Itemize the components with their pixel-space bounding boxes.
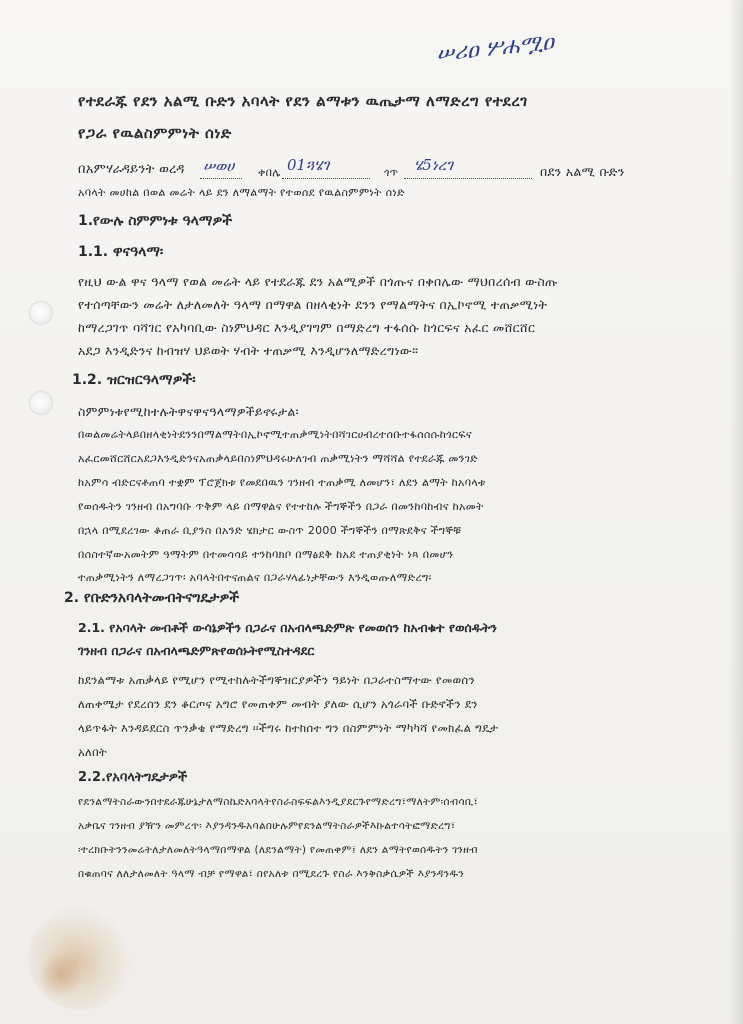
section2-2-line: ፡ተረክቡትንንመሬትለታለመለትዓላማበማዋል (ለደንልማት) የመጠቀም፤ ለደን ልማትየወሰዱትን ገንዘብ: [78, 844, 478, 856]
section2-1-line: አለበት: [78, 745, 108, 759]
section2-1-line: ከደንልማቱ አጠቃላይ የሚሆን የሚተከሉትችግኞዝርያዎችን ዓይነት በጋራተስማተው የመወሰን: [78, 673, 475, 687]
intro-suffix: በደን አልሚ ቡድን: [540, 164, 625, 179]
section1-2-line: በወልመሬትላይበዘላቂነትደንንበማልማትበኢኮኖሚተጠቃሚነትበሻገርሀብረተሰቡተፋሰሰሱከጎርፍና: [78, 428, 472, 441]
section1-2-line: ስምምነቱየሚከተሉትዋናዋናዓላማዎችይኖሩታል፡: [78, 404, 299, 419]
coffee-stain: [28, 905, 133, 1010]
intro-line2: አባላት መሀከል በወል መሬት ላይ ደን ለማልማት የተወሰደ የዉልስምምነት ሰነድ: [78, 186, 405, 199]
section2-2-line: በቁጠባና ለለታለመለት ዓላማ ብቻ የማዋል፣ በየአለቱ በሚደረጉ የስራ እንቅስቃሴዎች እያንዳንዱን: [78, 868, 464, 880]
section1-2-line: ከአምሳ ብድርናቶጠባ ተቋም ፕሮጀክቱ የመደበዉን ገንዘብ ተጠቃሚ ለመሆን፣ ለደን ልማት ከአባላቱ: [78, 476, 486, 489]
section1-2-heading: 1.2. ዝርዝርዓላማዎች፡: [72, 372, 196, 388]
got-handwritten: ሄ5ነረገ: [414, 156, 453, 174]
document-title-line1: የተደራጁ የደን አልሚ ቡድን አባላት የደን ልማቱን ዉጤታማ ለማድረግ የተደረገ: [78, 92, 528, 110]
punch-hole: [30, 392, 52, 414]
intro-prefix: በአምሃራዳይንት ወረዳ: [78, 162, 185, 177]
kebele-handwritten: 01ጓሄገ: [287, 156, 330, 174]
kebele-blank: [282, 178, 370, 179]
section1-1-line: የዚህ ውል ዋና ዓላማ የወል መሬት ላይ የተደራጁ ደን አልሚዎች በጎጡና በቀበሌው ማህበረሰብ ውስጡ: [78, 274, 558, 289]
handwritten-note: ሠሪዐ ሦሐሟዐ: [435, 29, 556, 68]
punch-hole: [30, 302, 52, 324]
section2-heading: 2. የቡድንአባላትመብትናግዴታዎች: [64, 590, 240, 606]
section1-1-line: ከማረጋገጥ ባሻገር የአካባቢው ስነምህዳር እንዲያገግም በማድረግ ተፋሰሱ ከጎርፍና አፈር መሸርሸር: [78, 320, 536, 335]
woreda-handwritten: ሠወሀ: [203, 157, 235, 175]
document-title-line2: የጋራ የዉልስምምነት ሰነድ: [78, 124, 232, 142]
section1-heading: 1.የውሉ ስምምነቱ ዓላማዎች: [78, 213, 233, 229]
paper-edge-shadow: [729, 0, 743, 1024]
got-blank: [404, 178, 532, 179]
section1-1-line: አደጋ እንዲድንና ከብዝሃ ህይወት ሃብት ተጠቃሚ እንዲሆንለማድረግነው።: [78, 343, 419, 358]
coffee-stain-spot: [40, 950, 80, 1000]
got-label: ጎጥ: [384, 166, 399, 179]
section1-2-line: አፈርመሸርሸርአደጋእንዲድንናአጠቃላይበስነምህዳሩሁለገብ ጠቃሚነትን ማሻሻል የተደራጁ መንገድ: [78, 452, 478, 465]
section1-2-line: የወሰዱትን ገንዘብ በአግባቡ ጥቅም ላይ በማዋልና የተተከሉ ችግኞችን በጋራ በመንከባከብና ከአመት: [78, 500, 484, 513]
woreda-blank: [200, 178, 242, 179]
section1-1-heading: 1.1. ዋናዓላማ፡: [78, 244, 164, 260]
section1-1-line: የተሰጣቸውን መሬት ለታለመለት ዓላማ በማዋል በዘላቂነት ደንን የማልማትና በኢኮኖሚ ተጠቃሚነት: [78, 297, 548, 312]
section2-1-heading: 2.1. የአባላት መብቶች ውሳኔዎችን በጋራና በአብላጫድምጽ የመወሰን ከአብቁተ የወሰዱትን: [78, 620, 497, 635]
section1-2-line: በሰስተኛውአመትም ዓማትም በተመሳሳይ ተንከባክቦ በማፅደቅ ከአደ ተጠያቂነት ነጻ በመሆን: [78, 548, 454, 561]
section1-2-line: ተጠቃሚነትን ለማረጋገጥ፡ አባላትበተናጠልና በጋራሃላፊነታቸውን እንዲወጡለማድረግ፡: [78, 571, 432, 584]
section1-2-line: በኋላ በሚደረገው ቆጠራ ቢያንስ በአንድ ሄክታር ውስጥ 2000 ችግኞችን በማጽደቅና ችግኞቹ: [78, 524, 462, 537]
section2-1-line: ላይጥፋት እንዳይደርስ ጥንቃቄ የማድረግ ፡፡ችግሩ ከተከሰተ ግን በስምምነት ማካካሻ የመክፈል ግዴታ: [78, 721, 499, 735]
section2-1-heading-cont: ገንዘብ በጋራና በአብላጫድምጽየወሰኑትየሚስተዳደር: [78, 643, 315, 658]
section2-2-line: አቃቤና ገንዘብ ያዥን መምረጥ፡ እያንዳንዱአባልበሁሉምየደንልማትስራዎችእኩልተሳትፎማድረግ፣: [78, 820, 456, 832]
section2-2-heading: 2.2.የአባላትግዴታዎች: [78, 770, 188, 785]
kebele-label: ቀበሌ: [258, 166, 281, 179]
section2-1-line: ለጠቀሜታ የደረሰን ደን ቆርጦና አግሮ የመጠቀም መብት ያለው ሲሆን አጎራባች ቡድኖችን ደን: [78, 697, 478, 711]
section2-2-line: የደንልማትስራውንበተደራጁሁኔታለማስኬድአባላትየስራስፍፍልእንዲያደርጉየማድረግ፣ማለትም፡ሰብሳቢ፣: [78, 796, 479, 808]
